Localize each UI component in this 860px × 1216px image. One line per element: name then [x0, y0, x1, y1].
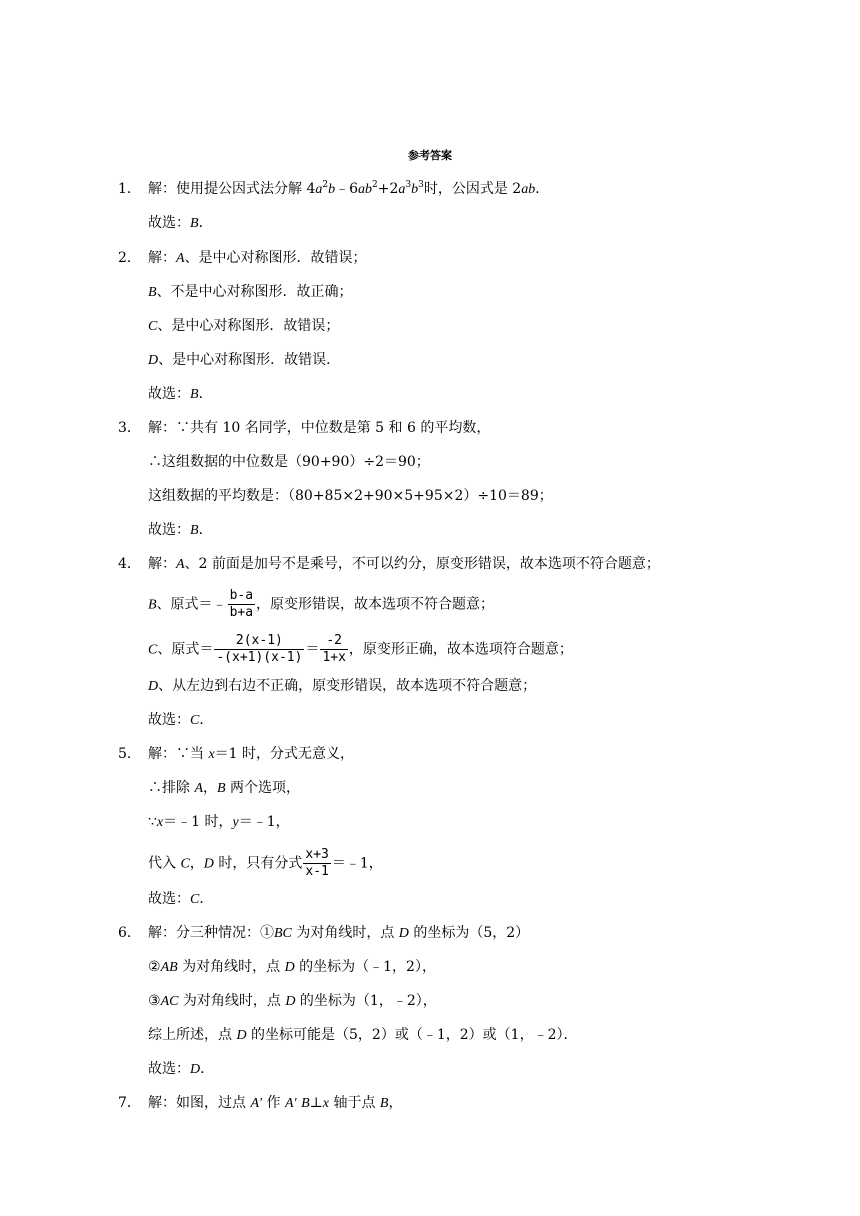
q7-number: 7．: [118, 1095, 141, 1111]
page-title: 参考答案: [408, 149, 452, 162]
q1-line-1: 解：使用提公因式法分解 $4a^2b﹣6ab^2+2a^3b^3$时，公因式是 2ab．: [148, 180, 550, 197]
q6-line-4: 综上所述，点 D 的坐标可能是（5，2）或（﹣1，2）或（1，﹣2）．: [148, 1027, 578, 1043]
q2-option-d: D、是中心对称图形．故错误．: [148, 352, 341, 368]
fraction: $\frac{x+3}{x-1}$: [305, 847, 329, 879]
q5-number: 5．: [118, 746, 141, 762]
q6-line-2: ②AB 为对角线时，点 D 的坐标为（﹣1，2），: [148, 959, 436, 975]
q4-selection: 故选：C．: [148, 712, 214, 728]
q4-option-c: C、原式＝ $\frac{2(x-1)}{-(x+1)(x-1)}$ ＝ $\frac{-2}{1+x}$ ，原变形正确，故本选项符合题意；: [148, 633, 573, 665]
q3-line-1: 解：∵共有 10 名同学，中位数是第 5 和 6 的平均数，: [148, 420, 491, 436]
q2-option-a: 解：A、是中心对称图形．故错误；: [148, 250, 367, 266]
fraction: $\frac{2(x-1)}{-(x+1)(x-1)}$: [216, 633, 303, 665]
q2-number: 2．: [118, 250, 141, 266]
q6-selection: 故选：D．: [148, 1061, 215, 1077]
q5-selection: 故选：C．: [148, 891, 214, 907]
q6-number: 6．: [118, 925, 141, 941]
q2-option-c: C、是中心对称图形．故错误；: [148, 318, 340, 334]
q4-number: 4．: [118, 556, 141, 572]
q2-option-b: B、不是中心对称图形．故正确；: [148, 284, 353, 300]
q4-option-b: B、原式＝﹣ $\frac{b-a}{b+a}$ ，原变形错误，故本选项不符合题意；: [148, 588, 495, 620]
fraction: $\frac{b-a}{b+a}$: [229, 588, 254, 620]
q3-line-2: ∴这组数据的中位数是（90+90）÷2＝90；: [148, 454, 430, 470]
q5-line-4: 代入 C，D 时，只有分式 $\frac{x+3}{x-1}$ ＝﹣1，: [148, 847, 383, 879]
q2-selection: 故选：B．: [148, 386, 213, 402]
q1-selection: 故选：B．: [148, 215, 213, 231]
q5-line-3: ∵x＝﹣1 时，y＝﹣1，: [148, 814, 290, 830]
q4-option-a: 解：A、2 前面是加号不是乘号，不可以约分，原变形错误，故本选项不符合题意；: [148, 556, 660, 572]
q3-number: 3．: [118, 420, 141, 436]
q5-line-1: 解：∵当 x＝1 时，分式无意义，: [148, 746, 355, 762]
q3-selection: 故选：B．: [148, 522, 213, 538]
q4-option-d: D、从左边到右边不正确，原变形错误，故本选项不符合题意；: [148, 678, 537, 694]
fraction: $\frac{-2}{1+x}$: [322, 633, 346, 665]
q1-number: 1．: [118, 181, 141, 197]
q6-line-1: 解：分三种情况：①BC 为对角线时，点 D 的坐标为（5，2）: [148, 925, 530, 941]
q6-line-3: ③AC 为对角线时，点 D 的坐标为（1，﹣2），: [148, 993, 437, 1009]
q3-line-3: 这组数据的平均数是：（80+85×2+90×5+95×2）÷10＝89；: [148, 488, 553, 504]
q5-line-2: ∴排除 A，B 两个选项，: [148, 780, 301, 796]
q7-line-1: 解：如图，过点 A′ 作 A′ B⊥x 轴于点 B，: [148, 1095, 403, 1111]
